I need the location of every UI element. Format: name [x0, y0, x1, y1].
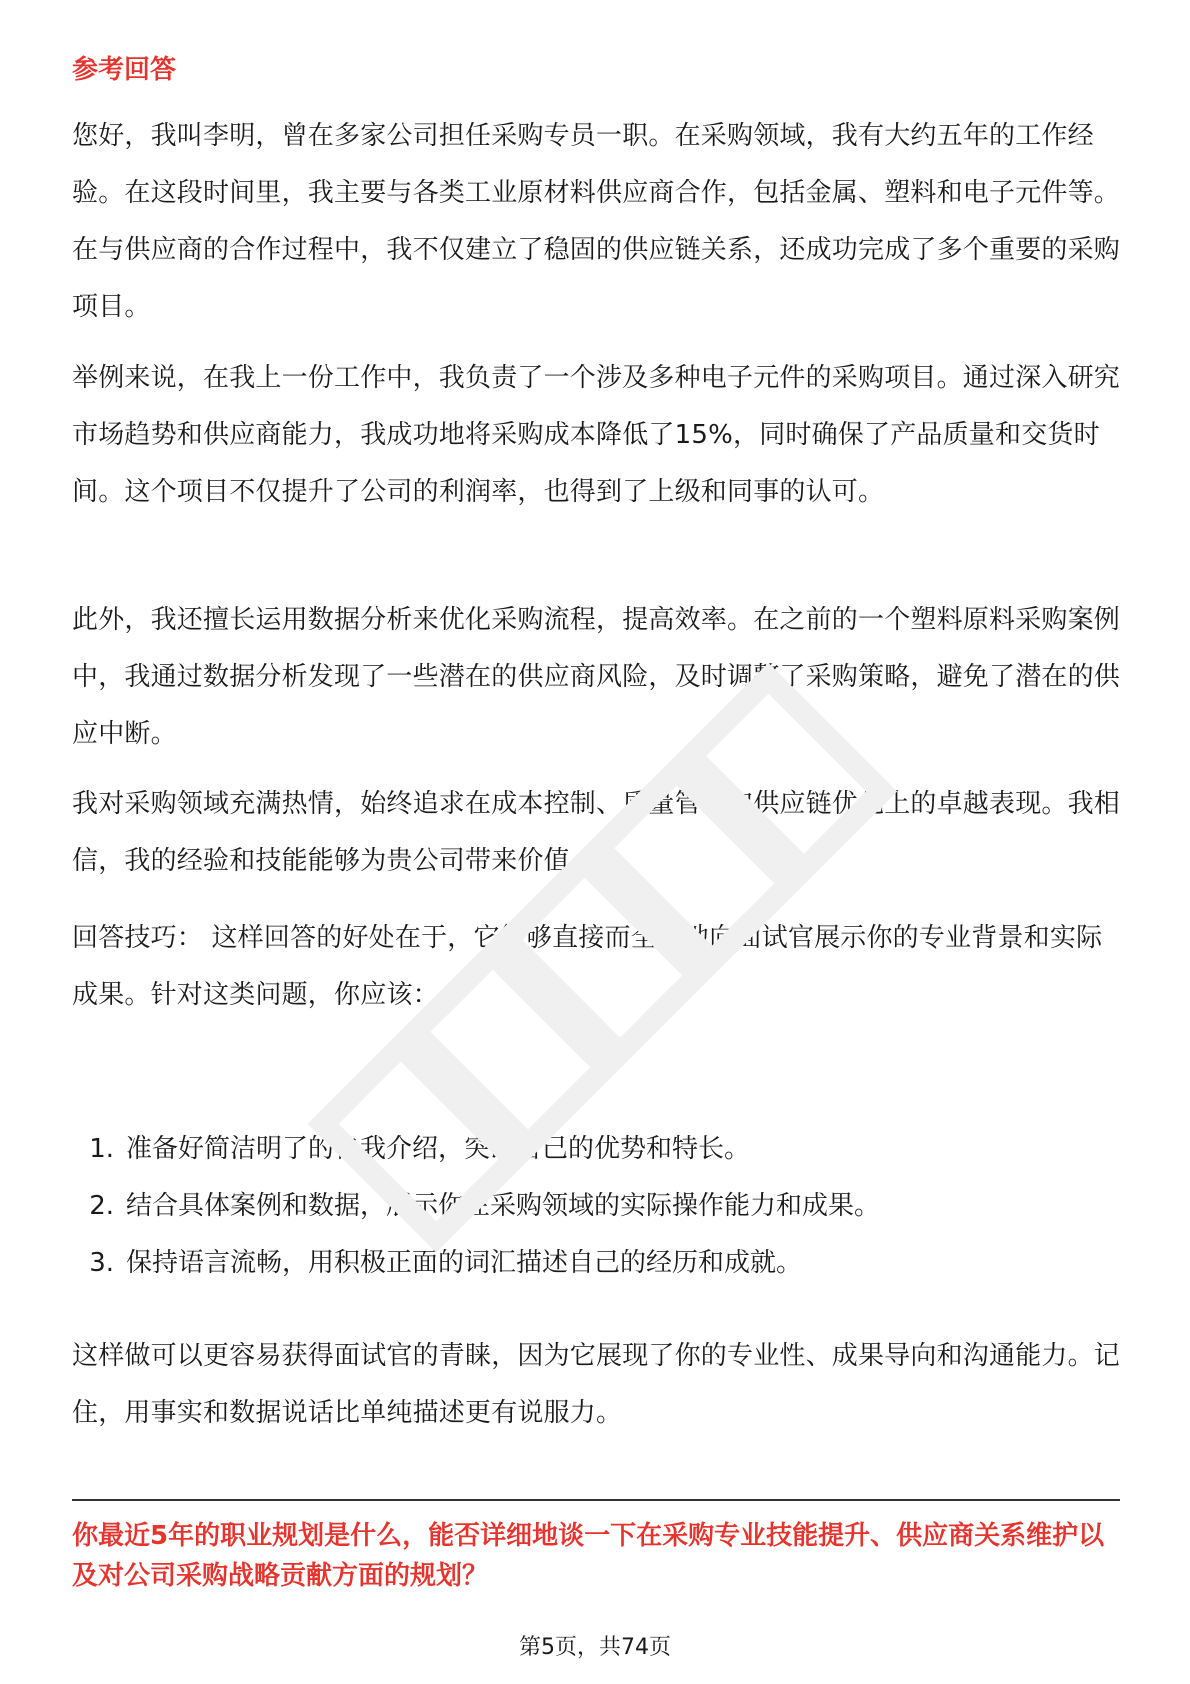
list-item-number: 3.: [89, 1248, 114, 1278]
document-page: [72, 0, 1120, 1684]
list-item-text: 保持语言流畅，用积极正面的词汇描述自己的经历和成就。: [126, 1248, 803, 1278]
paragraph-passion: 我对采购领域充满热情，始终追求在成本控制、质量管理和供应链优化上的卓越表现。我相信，我的经验和技能能够为贵公司带来价值。: [72, 789, 1121, 876]
paragraph-example: 举例来说，在我上一份工作中，我负责了一个涉及多种电子元件的采购项目。通过深入研究市场趋势和供应商能力，我成功地将采购成本降低了15%，同时确保了产品质量和交货时间。这个项目不仅提升了公司的利润率，也得到了上级和同事的认可。: [72, 363, 1121, 507]
list-item: [72, 1244, 1120, 1301]
divider: [72, 1499, 1120, 1501]
paragraph-intro: 您好，我叫李明，曾在多家公司担任采购专员一职。在采购领域，我有大约五年的工作经验。在这段时间里，我主要与各类工业原材料供应商合作，包括金属、塑料和电子元件等。在与供应商的合作过程中，我不仅建立了稳固的供应链关系，还成功完成了多个重要的采购项目。: [72, 121, 1121, 322]
list-item-number: 2.: [89, 1191, 114, 1221]
page-footer: 第5页，共74页: [519, 1635, 671, 1660]
list-item-text: 结合具体案例和数据，展示你在采购领域的实际操作能力和成果。: [126, 1191, 881, 1221]
list-item-text: 准备好简洁明了的自我介绍，突出自己的优势和特长。: [126, 1134, 751, 1164]
list-item: [72, 1187, 1120, 1244]
list-item: [72, 1130, 1120, 1187]
list-item-number: 1.: [89, 1134, 114, 1164]
tips-list: [72, 1130, 1120, 1301]
next-question: 你最近5年的职业规划是什么，能否详细地谈一下在采购专业技能提升、供应商关系维护以及对公司采购战略贡献方面的规划？: [72, 1521, 1105, 1591]
section-heading: 参考回答: [72, 55, 177, 85]
paragraph-data-analysis: 此外，我还擅长运用数据分析来优化采购流程，提高效率。在之前的一个塑料原料采购案例中，我通过数据分析发现了一些潜在的供应商风险，及时调整了采购策略，避免了潜在的供应中断。: [72, 605, 1121, 749]
paragraph-answer-tips: 回答技巧： 这样回答的好处在于，它能够直接而全面地向面试官展示你的专业背景和实际成果。针对这类问题，你应该：: [72, 923, 1103, 1010]
paragraph-summary: 这样做可以更容易获得面试官的青睐，因为它展现了你的专业性、成果导向和沟通能力。记住，用事实和数据说话比单纯描述更有说服力。: [72, 1341, 1121, 1428]
